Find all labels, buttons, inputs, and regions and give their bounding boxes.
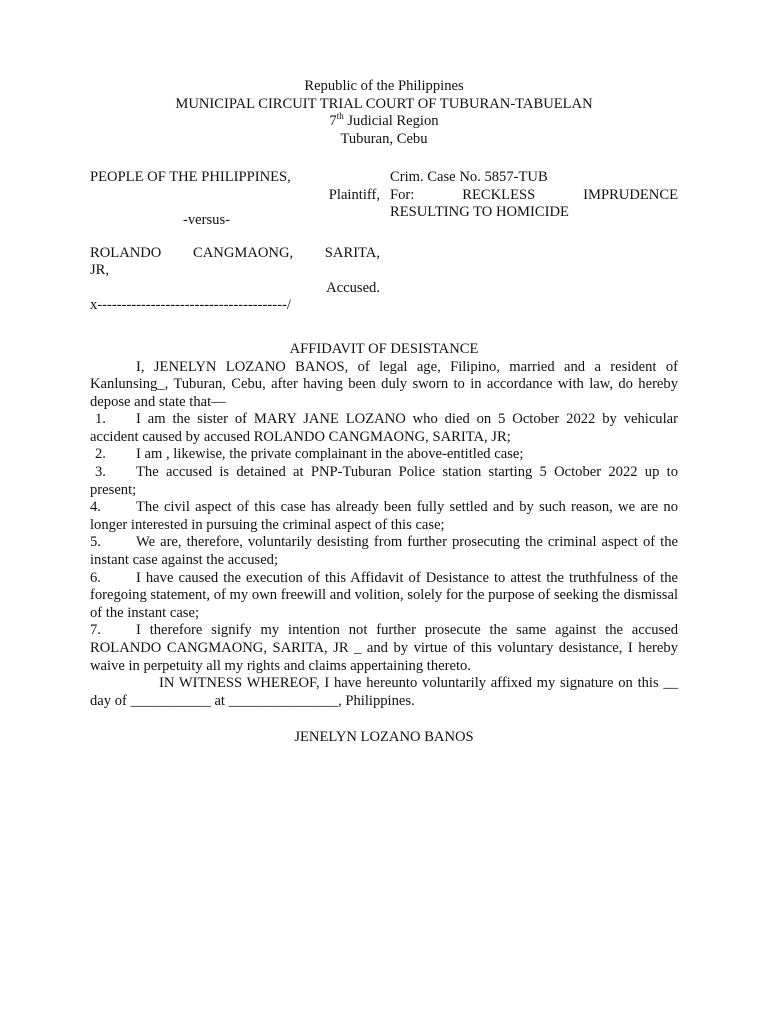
case-charge-line2: RESULTING TO HOMICIDE	[390, 204, 569, 220]
header-region-text: Judicial Region	[343, 113, 439, 129]
list-item	[90, 622, 678, 675]
item-number: 4.	[90, 499, 101, 516]
header-court: MUNICIPAL CIRCUIT TRIAL COURT OF TUBURAN-TABUELAN	[175, 95, 593, 112]
header-republic: Republic of the Philippines	[304, 78, 464, 94]
item-number: 3.	[95, 464, 106, 481]
item-number: 2.	[95, 446, 106, 463]
header-location: Tuburan, Cebu	[340, 130, 428, 147]
list-item	[90, 534, 678, 569]
accused-name-line2: JR,	[90, 262, 110, 278]
item-number: 1.	[95, 411, 106, 428]
list-item	[90, 499, 678, 534]
plaintiff-role: Plaintiff,	[328, 186, 380, 203]
versus-label: -versus-	[183, 212, 231, 228]
plaintiff-name: PEOPLE OF THE PHILIPPINES,	[90, 169, 291, 185]
case-charge-line1: For: RECKLESS IMPRUDENCE	[390, 186, 678, 203]
list-item	[90, 570, 678, 623]
caption-case-info	[390, 169, 678, 222]
item-text: We are, therefore, voluntarily desisting from further prosecuting the criminal aspect of the instant case against the accused;	[90, 534, 678, 569]
case-caption	[90, 169, 678, 335]
item-text: I have caused the execution of this Affidavit of Desistance to attest the truthfulness of the foregoing statement, of my own freewill and volition, solely for the purpose of seeking the dismissal of the instant case;	[90, 569, 678, 621]
item-text: The accused is detained at PNP-Tuburan Police station starting 5 October 2022 up to present;	[90, 464, 678, 498]
item-text: I therefore signify my intention not further prosecute the same against the accused ROLANDO CANGMAONG, SARITA, JR _ and by virtue of this voluntary desistance, I hereby waive in perpetuity all my rights and claims appertaining thereto.	[90, 622, 678, 674]
accused-role: Accused.	[326, 279, 380, 296]
list-item	[90, 464, 678, 499]
item-text: The civil aspect of this case has already been fully settled and by such reason, we are no longer interested in pursuing the criminal aspect of this case;	[90, 499, 678, 533]
header-region	[90, 113, 678, 131]
intro-paragraph: I, JENELYN LOZANO BANOS, of legal age, Filipino, married and a resident of Kanlunsing_, Tuburan, Cebu, after having been duly sworn to in accordance with law, do hereby depose and state that—	[90, 358, 678, 410]
caption-parties	[90, 169, 380, 315]
caption-divider: x---------------------------------------/	[90, 297, 291, 313]
item-number: 6.	[90, 569, 101, 586]
list-item	[90, 411, 678, 446]
accused-name-line1: ROLANDO CANGMAONG, SARITA,	[90, 244, 380, 261]
list-item	[90, 446, 678, 464]
item-number: 5.	[90, 534, 101, 551]
header-region-sup: th	[336, 111, 344, 122]
signer-name: JENELYN LOZANO BANOS	[294, 729, 474, 746]
item-text: I am , likewise, the private complainant in the above-entitled case;	[136, 446, 524, 463]
item-number: 7.	[90, 622, 101, 639]
item-text: I am the sister of MARY JANE LOZANO who died on 5 October 2022 by vehicular accident caused by accused ROLANDO CANGMAONG, SARITA, JR;	[90, 411, 678, 445]
witness-clause: IN WITNESS WHEREOF, I have hereunto voluntarily affixed my signature on this __ day of ___________ at _______________, Philippines.	[90, 675, 678, 709]
case-number: Crim. Case No. 5857-TUB	[390, 169, 548, 185]
header-region-ordinal: 7	[329, 113, 337, 129]
affidavit-page	[90, 78, 678, 747]
document-title: AFFIDAVIT OF DESISTANCE	[289, 341, 479, 357]
